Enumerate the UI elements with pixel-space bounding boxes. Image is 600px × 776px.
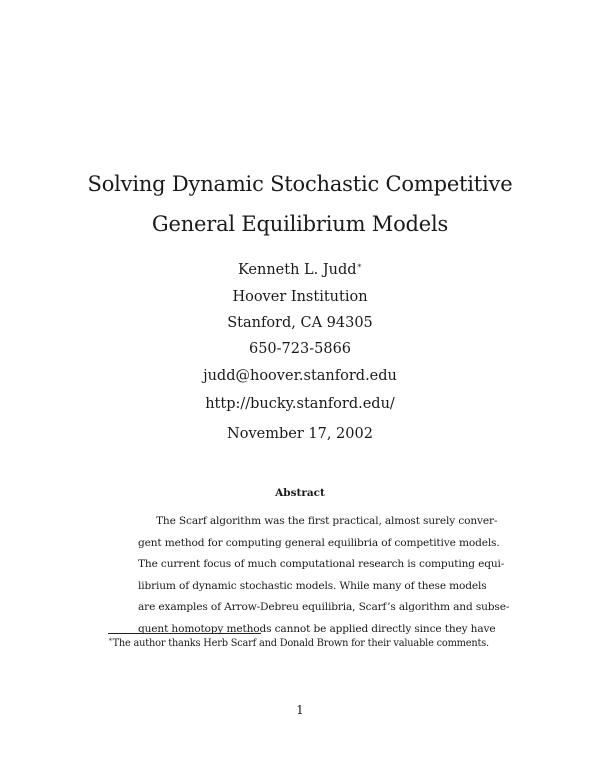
paper-title-line-1: Solving Dynamic Stochastic Competitive — [87, 172, 513, 196]
paper-date: November 17, 2002 — [227, 426, 373, 442]
author-name — [0, 262, 600, 278]
author-email: judd@hoover.stanford.edu — [203, 368, 397, 384]
abstract-heading: Abstract — [275, 487, 325, 499]
footnote — [108, 635, 489, 649]
abstract-line: The current focus of much computational research is computing equi- — [138, 558, 505, 570]
abstract-line: are examples of Arrow-Debreu equilibria, Scarf’s algorithm and subse- — [138, 601, 510, 613]
footnote-text: The author thanks Herb Scarf and Donald Brown for their valuable comments. — [112, 638, 489, 649]
footnote-mark: ∗ — [108, 635, 113, 644]
author-institution: Hoover Institution — [232, 289, 368, 305]
author-phone: 650-723-5866 — [248, 341, 352, 357]
page-number: 1 — [296, 703, 304, 717]
author-name-text: Kenneth L. Judd — [237, 262, 357, 278]
author-location: Stanford, CA 94305 — [227, 315, 373, 331]
author-url: http://bucky.stanford.edu/ — [205, 396, 395, 412]
abstract-line: gent method for computing general equilibria of competitive models. — [138, 537, 500, 549]
abstract-line: librium of dynamic stochastic models. While many of these models — [138, 580, 487, 592]
abstract-line: quent homotopy methods cannot be applied directly since they have — [138, 623, 496, 635]
abstract-line: The Scarf algorithm was the first practical, almost surely conver- — [156, 515, 498, 527]
author-footnote-mark: ∗ — [356, 261, 363, 271]
footnote-rule — [108, 633, 261, 634]
paper-title-line-2: General Equilibrium Models — [151, 212, 449, 236]
